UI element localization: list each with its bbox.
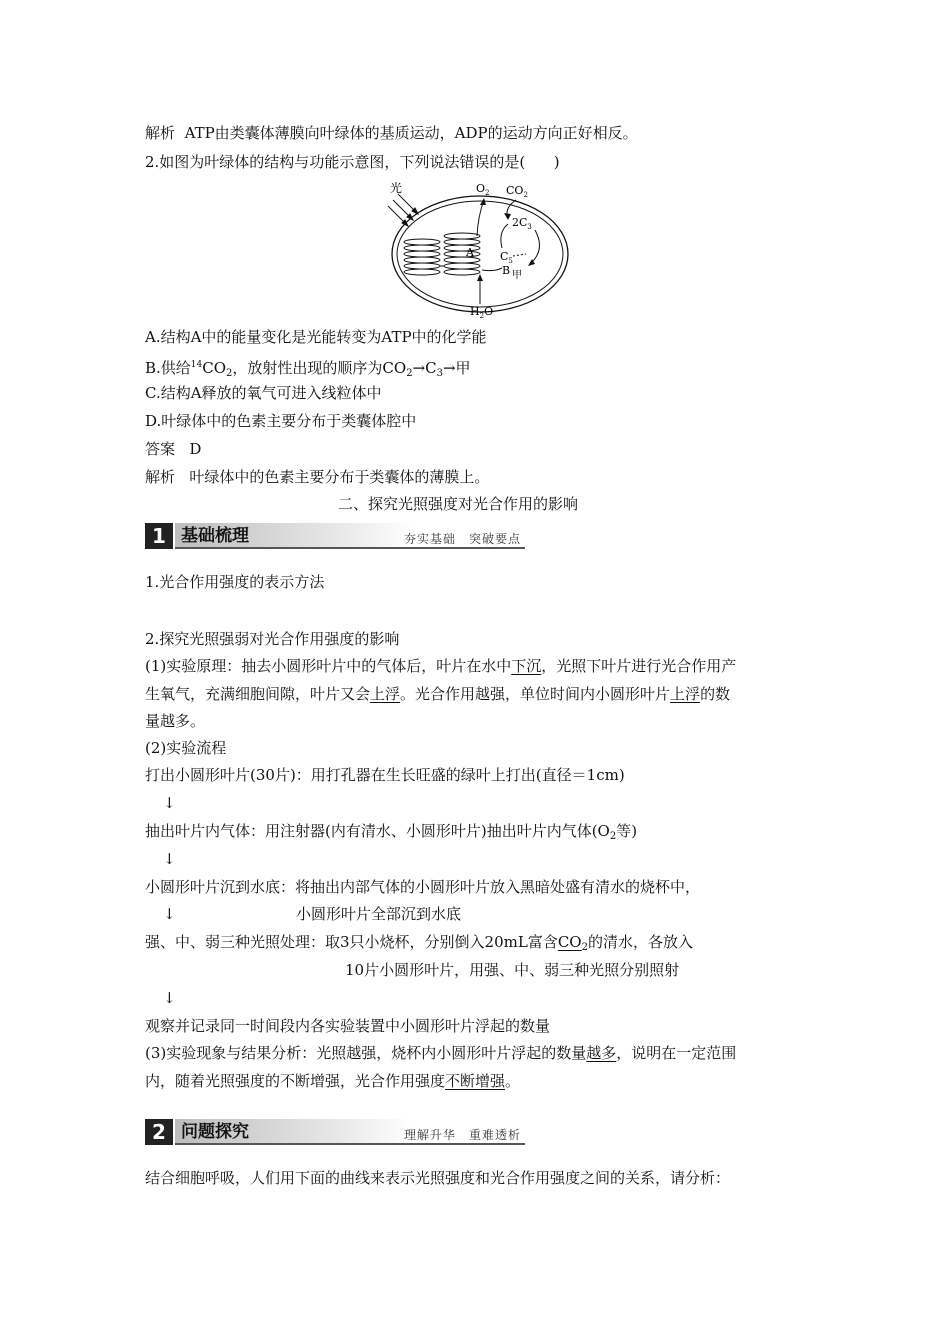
blank-increase: 不断增强 bbox=[445, 1072, 506, 1090]
banner-title: 问题探究 bbox=[175, 1119, 413, 1145]
blank-sink: 下沉 bbox=[511, 657, 542, 675]
o2-arrow bbox=[477, 200, 484, 236]
answer-value: D bbox=[189, 440, 202, 458]
cycle-arrow-left bbox=[501, 224, 508, 248]
section-title: 二、探究光照强度对光合作用的影响 bbox=[338, 495, 579, 513]
flow-title: (2)实验流程 bbox=[145, 739, 227, 757]
result-line-2: 内，随着光照强度的不断增强，光合作用强度不断增强。 bbox=[145, 1072, 521, 1090]
q2-stem-text: 2.如图为叶绿体的结构与功能示意图，下列说法错误的是( bbox=[145, 153, 526, 171]
principle-line-3: 量越多。 bbox=[145, 712, 206, 730]
atp-arrow bbox=[482, 268, 502, 271]
option-a: A.结构A中的能量变化是光能转变为ATP中的化学能 bbox=[145, 328, 487, 346]
banner-title: 基础梳理 bbox=[175, 523, 413, 549]
banner-rule bbox=[175, 1143, 525, 1145]
grana-left bbox=[404, 239, 440, 275]
light-arrows bbox=[388, 194, 418, 226]
option-d: D.叶绿体中的色素主要分布于类囊体腔中 bbox=[145, 412, 417, 430]
analysis-text: ATP由类囊体薄膜向叶绿体的基质运动，ADP的运动方向正好相反。 bbox=[184, 124, 638, 142]
cycle-arrow-right bbox=[530, 230, 539, 264]
co2-label: $CO_2$ bbox=[506, 184, 528, 199]
flow-step-1: 打出小圆形叶片(30片)：用打孔器在生长旺盛的绿叶上打出(直径＝1cm) bbox=[145, 766, 625, 784]
result-line-1: (3)实验现象与结果分析：光照越强，烧杯内小圆形叶片浮起的数量越多，说明在一定范围 bbox=[145, 1044, 737, 1062]
item-1: 1.光合作用强度的表示方法 bbox=[145, 573, 325, 591]
label-a: A bbox=[466, 246, 474, 259]
flow-arrow-2: ↓ bbox=[163, 850, 176, 868]
flow-step-3-result: 小圆形叶片全部沉到水底 bbox=[296, 905, 462, 923]
grana-right bbox=[444, 233, 480, 275]
light-label: 光 bbox=[390, 181, 403, 195]
flow-step-2: 抽出叶片内气体：用注射器(内有清水、小圆形叶片)抽出叶片内气体($O_2$等) bbox=[145, 822, 638, 842]
item-2: 2.探究光照强弱对光合作用强度的影响 bbox=[145, 630, 400, 648]
q2-analysis: 解析 叶绿体中的色素主要分布于类囊体的薄膜上。 bbox=[145, 468, 490, 486]
banner-tag: 理解升华 重难透析 bbox=[403, 1128, 521, 1142]
flow-step-4: 强、中、弱三种光照处理：取3只小烧杯，分别倒入20mL富含$CO_2$的清水，各放入 bbox=[145, 933, 693, 953]
c3-label: $2C_3$ bbox=[512, 216, 532, 231]
chloroplast-diagram bbox=[380, 180, 580, 318]
principle-line-2: 生氧气，充满细胞间隙，叶片又会上浮。光合作用越强，单位时间内小圆形叶片上浮的数 bbox=[145, 685, 731, 703]
label-jia: 甲 bbox=[512, 270, 522, 281]
q2-stem-close: ) bbox=[553, 153, 560, 171]
c5-label: $C_5$ bbox=[500, 250, 513, 265]
c5-link bbox=[513, 254, 526, 256]
q1-analysis bbox=[145, 123, 638, 143]
banner-number: 1 bbox=[145, 523, 173, 549]
flow-step-3: 小圆形叶片沉到水底：将抽出内部气体的小圆形叶片放入黑暗处盛有清水的烧杯中， bbox=[145, 878, 701, 896]
h2o-label: $H_2O$ bbox=[470, 305, 494, 318]
answer-line: 答案 D bbox=[145, 440, 202, 458]
q2-stem bbox=[145, 152, 560, 172]
banner-basics bbox=[145, 523, 525, 549]
banner-tag: 夯实基础 突破要点 bbox=[403, 532, 521, 546]
analysis-label: 解析 bbox=[145, 124, 176, 142]
o2-label: $O_2$ bbox=[476, 182, 490, 197]
banner-rule bbox=[175, 547, 525, 549]
flow-arrow-4: ↓ bbox=[163, 989, 176, 1007]
flow-step-5: 观察并记录同一时间段内各实验装置中小圆形叶片浮起的数量 bbox=[145, 1017, 551, 1035]
blank-more: 越多 bbox=[586, 1044, 617, 1062]
principle-line-1: (1)实验原理：抽去小圆形叶片中的气体后，叶片在水中下沉，光照下叶片进行光合作用产 bbox=[145, 657, 737, 675]
option-b: B.供给$^{14}CO_2$，放射性出现的顺序为$CO_2\to C_3\to$甲 bbox=[145, 359, 471, 379]
blank-float-2: 上浮 bbox=[670, 685, 701, 703]
flow-arrow-1: ↓ bbox=[163, 794, 176, 812]
closing-line: 结合细胞呼吸，人们用下面的曲线来表示光照强度和光合作用强度之间的关系，请分析： bbox=[145, 1169, 731, 1187]
flow-step-4-cont: 10片小圆形叶片，用强、中、弱三种光照分别照射 bbox=[345, 961, 680, 979]
label-b: B bbox=[502, 264, 511, 277]
blank-float-1: 上浮 bbox=[370, 685, 401, 703]
option-c: C.结构A释放的氧气可进入线粒体中 bbox=[145, 384, 382, 402]
banner-number: 2 bbox=[145, 1119, 173, 1145]
flow-arrow-3: ↓ bbox=[163, 905, 176, 923]
banner-inquiry bbox=[145, 1119, 525, 1145]
